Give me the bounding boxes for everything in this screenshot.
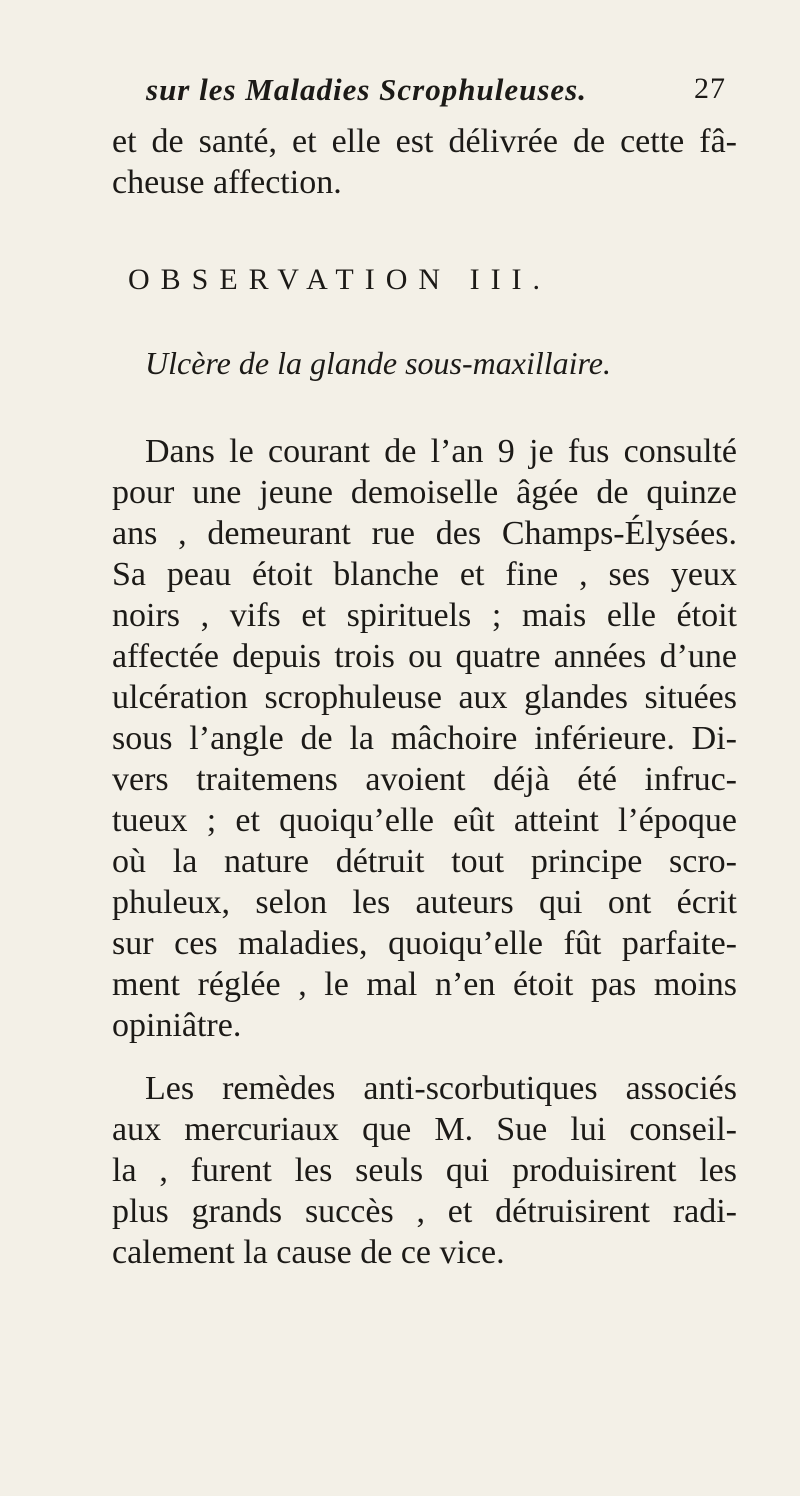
text-line: et de santé, et elle est délivrée de cette fâ- (112, 123, 737, 160)
running-head-title: sur les Maladies Scrophuleuses. (146, 72, 587, 107)
text-line: ulcération scrophuleuse aux glandes situées (112, 679, 737, 716)
text-line: plus grands succès , et détruisirent radi- (112, 1193, 737, 1230)
text-line: sous l’angle de la mâchoire inférieure. Di- (112, 720, 737, 757)
text-line: vers traitemens avoient déjà été infruc- (112, 761, 737, 798)
text-line: pour une jeune demoiselle âgée de quinze (112, 474, 737, 511)
text-line: tueux ; et quoiqu’elle eût atteint l’époque (112, 802, 737, 839)
text-line: cheuse affection. (112, 164, 342, 201)
text-line: noirs , vifs et spirituels ; mais elle étoit (112, 597, 737, 634)
observation-heading: OBSERVATION III. (128, 263, 552, 296)
text-line: ment réglée , le mal n’en étoit pas moins (112, 966, 737, 1003)
text-line: sur ces maladies, quoiqu’elle fût parfaite- (112, 925, 737, 962)
section-subtitle: Ulcère de la glande sous-maxillaire. (145, 345, 611, 381)
running-head (146, 72, 726, 108)
text-line: Dans le courant de l’an 9 je fus consulté (145, 433, 737, 470)
text-line: Les remèdes anti-scorbutiques associés (145, 1070, 737, 1107)
text-line: la , furent les seuls qui produisirent les (112, 1152, 737, 1189)
text-line: phuleux, selon les auteurs qui ont écrit (112, 884, 737, 921)
text-line: ans , demeurant rue des Champs-Élysées. (112, 515, 737, 552)
text-line: aux mercuriaux que M. Sue lui conseil- (112, 1111, 737, 1148)
text-line: Sa peau étoit blanche et fine , ses yeux (112, 556, 737, 593)
text-line: affectée depuis trois ou quatre années d’une (112, 638, 737, 675)
page-number: 27 (694, 72, 726, 105)
text-line: où la nature détruit tout principe scro- (112, 843, 737, 880)
text-line: opiniâtre. (112, 1007, 242, 1044)
text-line: calement la cause de ce vice. (112, 1234, 505, 1271)
